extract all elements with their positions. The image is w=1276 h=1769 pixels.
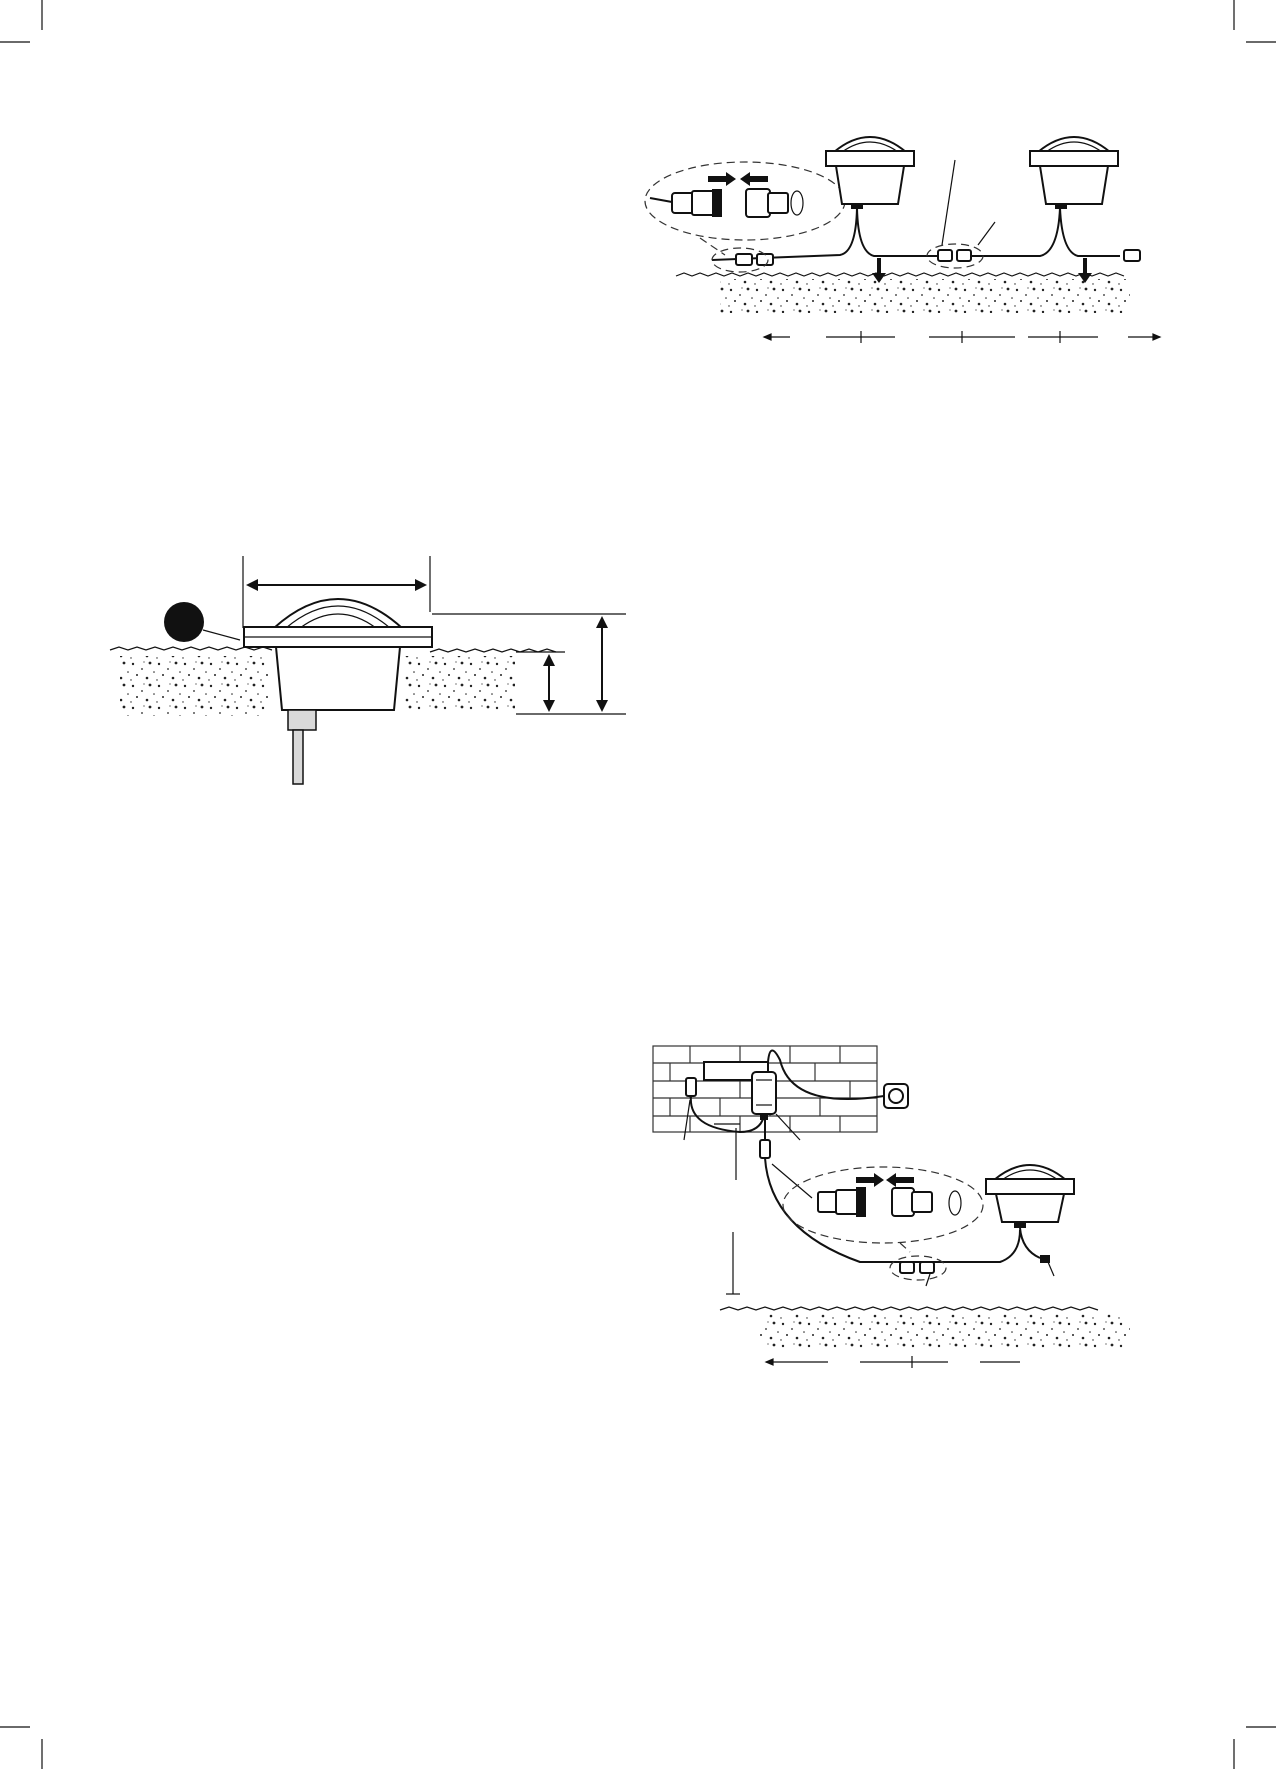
power-socket-icon: [884, 1084, 908, 1108]
connector-detail: [650, 172, 803, 217]
spacing-dimension: [764, 331, 1160, 343]
transformer-icon: [752, 1072, 776, 1120]
detail-callout-ellipse: [783, 1167, 983, 1243]
arrow-icon: [856, 1173, 884, 1187]
spacing-dimension: [766, 1356, 1020, 1368]
ground-light-icon: [1030, 137, 1118, 209]
fig-single: [110, 556, 626, 784]
ground-light-icon: [826, 137, 914, 209]
arrow-icon: [740, 172, 768, 186]
fig-transformer: [653, 1046, 1130, 1368]
arrow-icon: [886, 1173, 914, 1187]
arrow-icon: [708, 172, 736, 186]
connector-detail: [818, 1173, 961, 1217]
connector-icon: [1124, 250, 1140, 261]
ground-light-icon: [986, 1165, 1074, 1228]
fig-chain: [645, 137, 1160, 343]
ground-light-icon: [244, 599, 432, 784]
callout-marker-icon: [164, 602, 204, 642]
connector-icon: [900, 1262, 934, 1273]
